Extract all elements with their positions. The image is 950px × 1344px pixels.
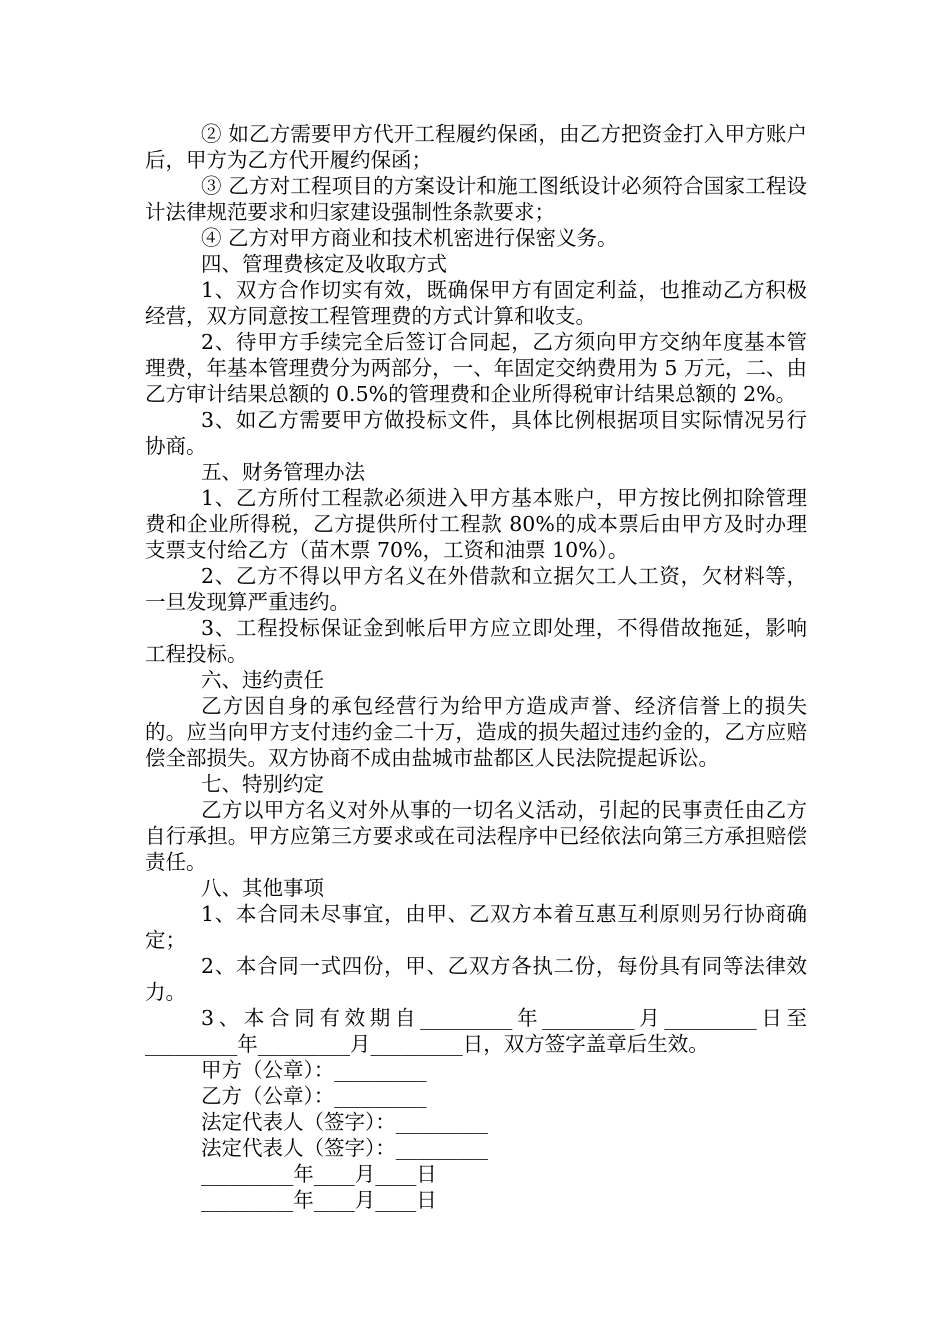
section-heading-special-terms: 七、特别约定 [201, 772, 324, 796]
clause-confidentiality: ④ 乙方对甲方商业和技术机密进行保密义务。 [201, 226, 618, 250]
paragraph: 乙方以甲方名义对外从事的一切名义活动，引起的民事责任由乙方自行承担。甲方应第三方要求或在司法程序中已经依法向第三方承担赔偿责任。 [145, 798, 807, 874]
signature-party-a: 甲方（公章）：_________ [201, 1058, 427, 1082]
signature-party-b: 乙方（公章）：_________ [201, 1084, 427, 1108]
section-heading-liability: 六、违约责任 [201, 668, 324, 692]
paragraph: 1、本合同未尽事宜，由甲、乙双方本着互惠互利原则另行协商确定； [145, 902, 807, 952]
section-heading-other: 八、其他事项 [201, 876, 324, 900]
document-body [145, 121, 807, 1213]
clause-guarantee-letter: ② 如乙方需要甲方代开工程履约保函，由乙方把资金打入甲方账户后，甲方为乙方代开履约保函； [145, 122, 807, 172]
paragraph: 乙方因自身的承包经营行为给甲方造成声誉、经济信誉上的损失的。应当向甲方支付违约金二十万，造成的损失超过违约金的，乙方应赔偿全部损失。双方协商不成由盐城市盐都区人民法院提起诉讼。 [145, 694, 807, 770]
paragraph: 1、双方合作切实有效，既确保甲方有固定利益，也推动乙方积极经营，双方同意按工程管理费的方式计算和收支。 [145, 278, 807, 328]
paragraph-validity-period: 3、本合同有效期自_________年_________月_________日至_________年_________月_________日，双方签字盖章后生效。 [145, 1006, 807, 1056]
paragraph: 3、如乙方需要甲方做投标文件，具体比例根据项目实际情况另行协商。 [145, 408, 807, 458]
section-heading-finance: 五、财务管理办法 [201, 460, 365, 484]
paragraph: 3、工程投标保证金到帐后甲方应立即处理，不得借故拖延，影响工程投标。 [145, 616, 807, 666]
signature-date-a: _________年____月____日 [201, 1162, 437, 1186]
signature-date-b: _________年____月____日 [201, 1188, 437, 1212]
clause-design-compliance: ③ 乙方对工程项目的方案设计和施工图纸设计必须符合国家工程设计法律规范要求和归家建设强制性条款要求； [145, 174, 807, 224]
signature-legal-rep-a: 法定代表人（签字）：_________ [201, 1110, 488, 1134]
signature-legal-rep-b: 法定代表人（签字）：_________ [201, 1136, 488, 1160]
paragraph: 2、待甲方手续完全后签订合同起，乙方须向甲方交纳年度基本管理费，年基本管理费分为两部分，一、年固定交纳费用为 5 万元，二、由乙方审计结果总额的 0.5%的管理费和企业所得税审计结果总额的 2%。 [145, 330, 807, 406]
section-heading-management-fee: 四、管理费核定及收取方式 [201, 252, 447, 276]
paragraph: 2、本合同一式四份，甲、乙双方各执二份，每份具有同等法律效力。 [145, 954, 807, 1004]
paragraph: 1、乙方所付工程款必须进入甲方基本账户，甲方按比例扣除管理费和企业所得税，乙方提供所付工程款 80%的成本票后由甲方及时办理支票支付给乙方（苗木票 70%，工资和油票 10%）。 [145, 486, 807, 562]
paragraph: 2、乙方不得以甲方名义在外借款和立据欠工人工资，欠材料等，一旦发现算严重违约。 [145, 564, 807, 614]
